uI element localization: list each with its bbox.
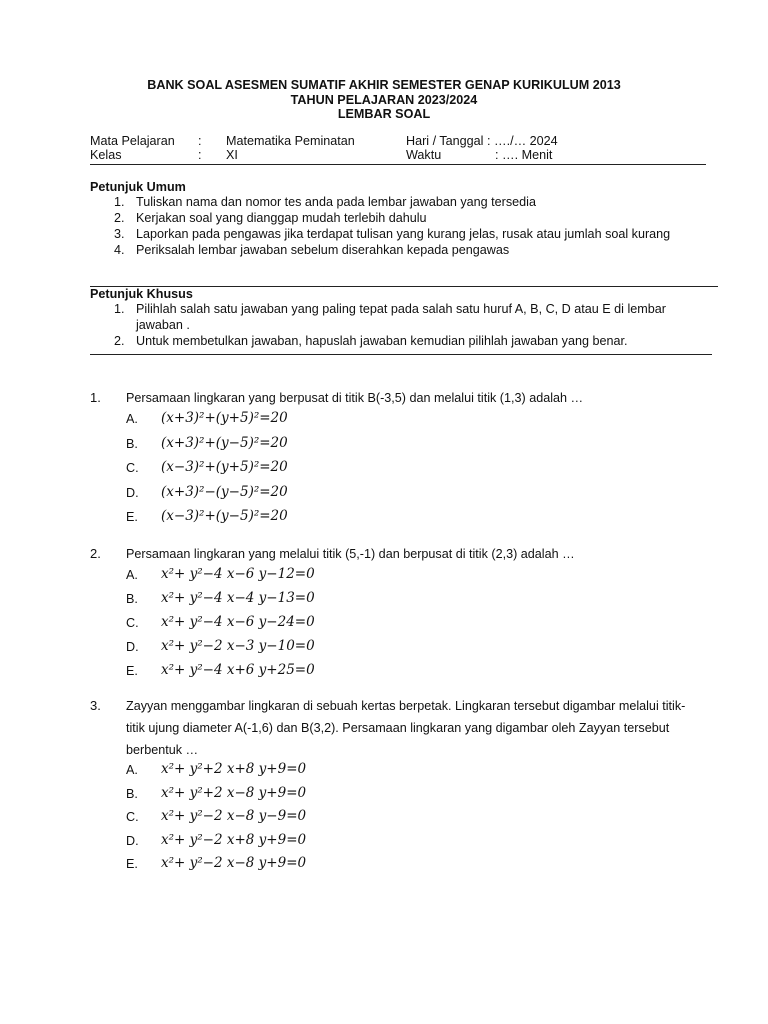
petunjuk-khusus-title: Petunjuk Khusus (90, 287, 193, 301)
option-equation: x²+ y²−4 x+6 y+25=0 (161, 662, 315, 678)
answer-option (126, 592, 526, 614)
instruction-text: Untuk membetulkan jawaban, hapuslah jawaban kemudian pilihlah jawaban yang benar. (136, 334, 628, 348)
meta-divider (90, 164, 706, 165)
option-equation: x²+ y²−4 x−6 y−24=0 (161, 614, 315, 630)
petunjuk-umum-title: Petunjuk Umum (90, 180, 186, 194)
instruction-number: 2. (114, 334, 125, 348)
answer-option (126, 784, 526, 809)
question-text: Persamaan lingkaran yang melalui titik (5,-1) dan berpusat di titik (2,3) adalah … (126, 547, 575, 561)
day-date-label: Hari / Tanggal : …./… 2024 (406, 134, 558, 148)
instructions-divider (90, 354, 712, 355)
answer-option (126, 616, 526, 638)
question-number: 2. (90, 546, 101, 561)
option-equation: (x−3)²+(y+5)²=20 (161, 459, 288, 475)
answer-option (126, 434, 526, 459)
header-year: TAHUN PELAJARAN 2023/2024 (290, 92, 478, 107)
answer-option (126, 568, 526, 590)
instruction-number: 3. (114, 227, 125, 241)
instruction-number: 1. (114, 195, 125, 209)
option-letter: E. (126, 664, 138, 678)
question-text: Persamaan lingkaran yang berpusat di titik B(-3,5) dan melalui titik (1,3) adalah … (126, 391, 584, 405)
option-equation: (x−3)²+(y−5)²=20 (161, 508, 288, 524)
question-number: 3. (90, 698, 101, 713)
instruction-item (90, 242, 690, 258)
option-letter: B. (126, 786, 138, 801)
option-equation: x²+ y²−2 x+8 y+9=0 (161, 831, 307, 848)
class-colon: : (198, 148, 202, 162)
option-letter: D. (126, 640, 139, 654)
instruction-text: Kerjakan soal yang dianggap mudah terlebih dahulu (136, 211, 427, 225)
petunjuk-khusus-list (90, 301, 690, 349)
instruction-text: Periksalah lembar jawaban sebelum diserahkan kepada pengawas (136, 243, 510, 257)
subject-label: Mata Pelajaran (90, 134, 175, 148)
option-equation: (x+3)²+(y+5)²=20 (161, 410, 288, 426)
meta-row-subject (90, 134, 710, 148)
instruction-text: Laporkan pada pengawas jika terdapat tulisan yang kurang jelas, rusak atau jumlah soal kurang (136, 227, 671, 241)
option-letter: D. (126, 833, 139, 848)
option-letter: A. (126, 412, 138, 426)
option-equation: x²+ y²−2 x−8 y+9=0 (161, 855, 307, 871)
answer-option (126, 810, 526, 832)
option-equation: x²+ y²+2 x−8 y+9=0 (161, 784, 307, 801)
petunjuk-khusus (90, 287, 690, 349)
instruction-number: 2. (114, 211, 125, 225)
question-text: Zayyan menggambar lingkaran di sebuah kertas berpetak. Lingkaran tersebut digambar melalui titik-titik ujung diameter A(-1,6) dan B(3,2). Persamaan lingkaran yang digambar oleh Zayyan tersebut berbentuk … (126, 699, 686, 757)
option-letter: B. (126, 592, 138, 606)
option-letter: C. (126, 616, 139, 630)
instruction-text: Pilihlah salah satu jawaban yang paling tepat pada salah satu huruf A, B, C, D atau E di lembar jawaban . (136, 302, 666, 332)
subject-value: Matematika Peminatan (226, 134, 355, 148)
option-letter: C. (126, 461, 139, 475)
class-label: Kelas (90, 148, 122, 162)
instruction-number: 4. (114, 243, 125, 257)
answer-option (126, 412, 526, 434)
answer-option (126, 510, 526, 532)
answer-option (126, 640, 526, 662)
option-letter: E. (126, 857, 138, 871)
instruction-item (90, 226, 690, 242)
option-equation: x²+ y²−4 x−4 y−13=0 (161, 590, 315, 606)
option-equation: x²+ y²−2 x−8 y−9=0 (161, 808, 307, 824)
instruction-item (90, 194, 690, 210)
option-equation: x²+ y²−2 x−3 y−10=0 (161, 638, 315, 654)
answer-option (126, 664, 526, 686)
option-letter: A. (126, 568, 138, 582)
option-equation: (x+3)²+(y−5)²=20 (161, 434, 288, 451)
option-equation: x²+ y²−4 x−6 y−12=0 (161, 566, 315, 582)
instruction-number: 1. (114, 302, 125, 316)
instruction-item (90, 210, 690, 226)
answer-option (126, 857, 526, 879)
instruction-item (90, 301, 690, 333)
meta-row-class (90, 148, 710, 162)
option-letter: A. (126, 763, 138, 777)
petunjuk-umum-list (90, 194, 690, 258)
option-equation: (x+3)²−(y−5)²=20 (161, 483, 288, 500)
subject-colon: : (198, 134, 202, 148)
answer-option (126, 763, 526, 785)
document-header (0, 78, 768, 122)
option-letter: E. (126, 510, 138, 524)
option-letter: B. (126, 436, 138, 451)
time-label: Waktu (406, 148, 442, 162)
exam-meta (90, 134, 710, 162)
header-sheet: LEMBAR SOAL (337, 107, 431, 121)
option-equation: x²+ y²+2 x+8 y+9=0 (161, 761, 307, 777)
answer-option (126, 461, 526, 483)
option-letter: D. (126, 485, 139, 500)
time-value: : …. Menit (495, 148, 553, 162)
answer-option (126, 483, 526, 508)
petunjuk-umum (90, 180, 690, 258)
instruction-text: Tuliskan nama dan nomor tes anda pada lembar jawaban yang tersedia (136, 195, 536, 209)
option-letter: C. (126, 810, 139, 824)
header-title: BANK SOAL ASESMEN SUMATIF AKHIR SEMESTER GENAP KURIKULUM 2013 (147, 78, 621, 92)
question-number: 1. (90, 390, 101, 405)
instruction-item (90, 333, 690, 349)
class-value: XI (226, 148, 238, 162)
answer-option (126, 831, 526, 856)
